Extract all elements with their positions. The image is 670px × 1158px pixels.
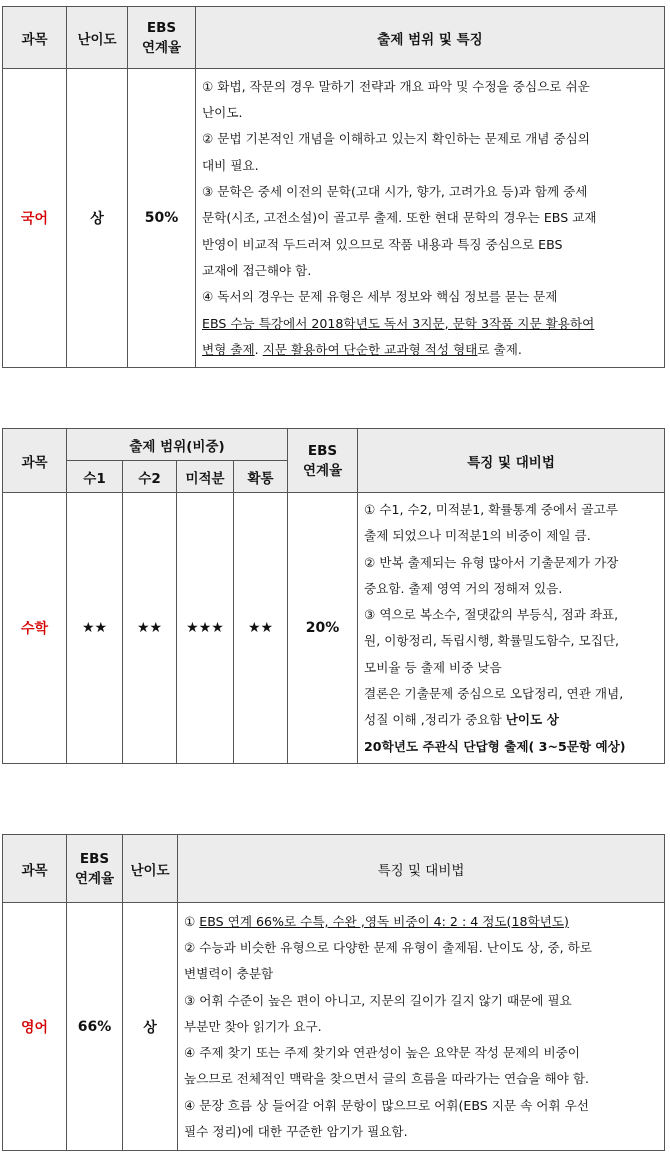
- math-description: [358, 493, 665, 764]
- korean-table: [2, 6, 665, 368]
- difficulty-value: 상: [67, 69, 128, 368]
- ebs-rate-value: 50%: [128, 69, 196, 368]
- desc-line: 원, 이항정리, 독립시행, 확률밀도함수, 모집단,: [364, 633, 620, 649]
- desc-line: 교재에 접근해야 함.: [202, 262, 312, 278]
- header-scope: 출제 범위 및 특징: [196, 7, 665, 69]
- header-ebs-rate: EBS 연계율: [67, 835, 123, 903]
- desc-line: 반영이 비교적 두드러져 있으므로 작품 내용과 특징 중심으로 EBS: [202, 236, 563, 252]
- desc-line: 변형 출제. 지문 활용하여 단순한 교과형 적성 형태로 출제.: [202, 341, 522, 357]
- desc-line: ③ 어휘 수준이 높은 편이 아니고, 지문의 길이가 길지 않기 때문에 필요: [184, 992, 572, 1008]
- calculus-rating: ★★★: [177, 493, 234, 764]
- subject-math: 수학: [3, 493, 67, 764]
- probability-rating: ★★: [234, 493, 288, 764]
- su2-rating: ★★: [123, 493, 177, 764]
- desc-line: 출제 되었으나 미적분1의 비중이 제일 큼.: [364, 528, 591, 544]
- english-description: [178, 903, 665, 1151]
- header-su2: 수2: [123, 461, 177, 493]
- ebs-rate-value: 20%: [288, 493, 358, 764]
- difficulty-value: 상: [123, 903, 178, 1151]
- header-subject: 과목: [3, 429, 67, 493]
- desc-line: ① EBS 연계 66%로 수특, 수완 ,영독 비중이 4: 2 : 4 정도(18학년도): [184, 913, 569, 929]
- header-su1: 수1: [67, 461, 123, 493]
- desc-line: ③ 역으로 복소수, 절댓값의 부등식, 점과 좌표,: [364, 607, 619, 623]
- desc-line: 대비 필요.: [202, 157, 259, 173]
- desc-line: 필수 정리)에 대한 꾸준한 암기가 필요함.: [184, 1124, 408, 1140]
- header-subject: 과목: [3, 7, 67, 69]
- su1-rating: ★★: [67, 493, 123, 764]
- header-ebs-rate: EBS 연계율: [128, 7, 196, 69]
- desc-line: EBS 수능 특강에서 2018학년도 독서 3지문, 문학 3작품 지문 활용하여: [202, 315, 595, 331]
- english-table: [2, 834, 665, 1151]
- desc-line: ④ 독서의 경우는 문제 유형은 세부 정보와 핵심 정보를 묻는 문제: [202, 289, 558, 305]
- header-subject: 과목: [3, 835, 67, 903]
- header-difficulty: 난이도: [123, 835, 178, 903]
- desc-line: ④ 주제 찾기 또는 주제 찾기와 연관성이 높은 요약문 작성 문제의 비중이: [184, 1045, 580, 1061]
- desc-line: ① 화법, 작문의 경우 말하기 전략과 개요 파악 및 수정을 중심으로 쉬운: [202, 78, 590, 94]
- korean-description: [196, 69, 665, 368]
- header-probability: 확통: [234, 461, 288, 493]
- desc-line: 모비율 등 출제 비중 낮음: [364, 659, 502, 675]
- desc-line: ① 수1, 수2, 미적분1, 확률통계 중에서 골고루: [364, 502, 618, 517]
- header-ebs-rate: EBS 연계율: [288, 429, 358, 493]
- desc-line: ③ 문학은 중세 이전의 문학(고대 시가, 향가, 고려가요 등)과 함께 중세: [202, 184, 588, 200]
- desc-line: 높으므로 전체적인 맥락을 찾으면서 글의 흐름을 따라가는 연습을 해야 함.: [184, 1071, 589, 1087]
- header-features: 특징 및 대비법: [178, 835, 665, 903]
- desc-line: ② 문법 기본적인 개념을 이해하고 있는지 확인하는 문제로 개념 중심의: [202, 131, 590, 147]
- math-table: [2, 428, 665, 764]
- desc-line: 문학(시조, 고전소설)이 골고루 출제. 또한 현대 문학의 경우는 EBS 교재: [202, 210, 597, 226]
- desc-line: 난이도.: [202, 105, 243, 121]
- ebs-rate-value: 66%: [67, 903, 123, 1151]
- desc-line: 20학년도 주관식 단답형 출제( 3~5문항 예상): [364, 738, 626, 754]
- desc-line: 중요함. 출제 영역 거의 정해져 있음.: [364, 580, 563, 596]
- desc-line: ④ 문장 흐름 상 들어갈 어휘 문항이 많으므로 어휘(EBS 지문 속 어휘 우선: [184, 1097, 589, 1113]
- desc-line: ② 반복 출제되는 유형 많아서 기출문제가 가장: [364, 554, 619, 570]
- desc-line: ② 수능과 비슷한 유형으로 다양한 문제 유형이 출제됨. 난이도 상, 중, 하로: [184, 939, 592, 955]
- header-calculus: 미적분: [177, 461, 234, 493]
- header-scope: 출제 범위(비중): [67, 429, 288, 461]
- desc-line: 부분만 찾아 읽기가 요구.: [184, 1018, 322, 1034]
- subject-english: 영어: [3, 903, 67, 1151]
- desc-line: 결론은 기출문제 중심으로 오답정리, 연관 개념,: [364, 686, 624, 702]
- desc-line: 변별력이 충분함: [184, 966, 274, 982]
- header-features: 특징 및 대비법: [358, 429, 665, 493]
- subject-korean: 국어: [3, 69, 67, 368]
- header-difficulty: 난이도: [67, 7, 128, 69]
- desc-line: 성질 이해 ,정리가 중요함 난이도 상: [364, 712, 559, 728]
